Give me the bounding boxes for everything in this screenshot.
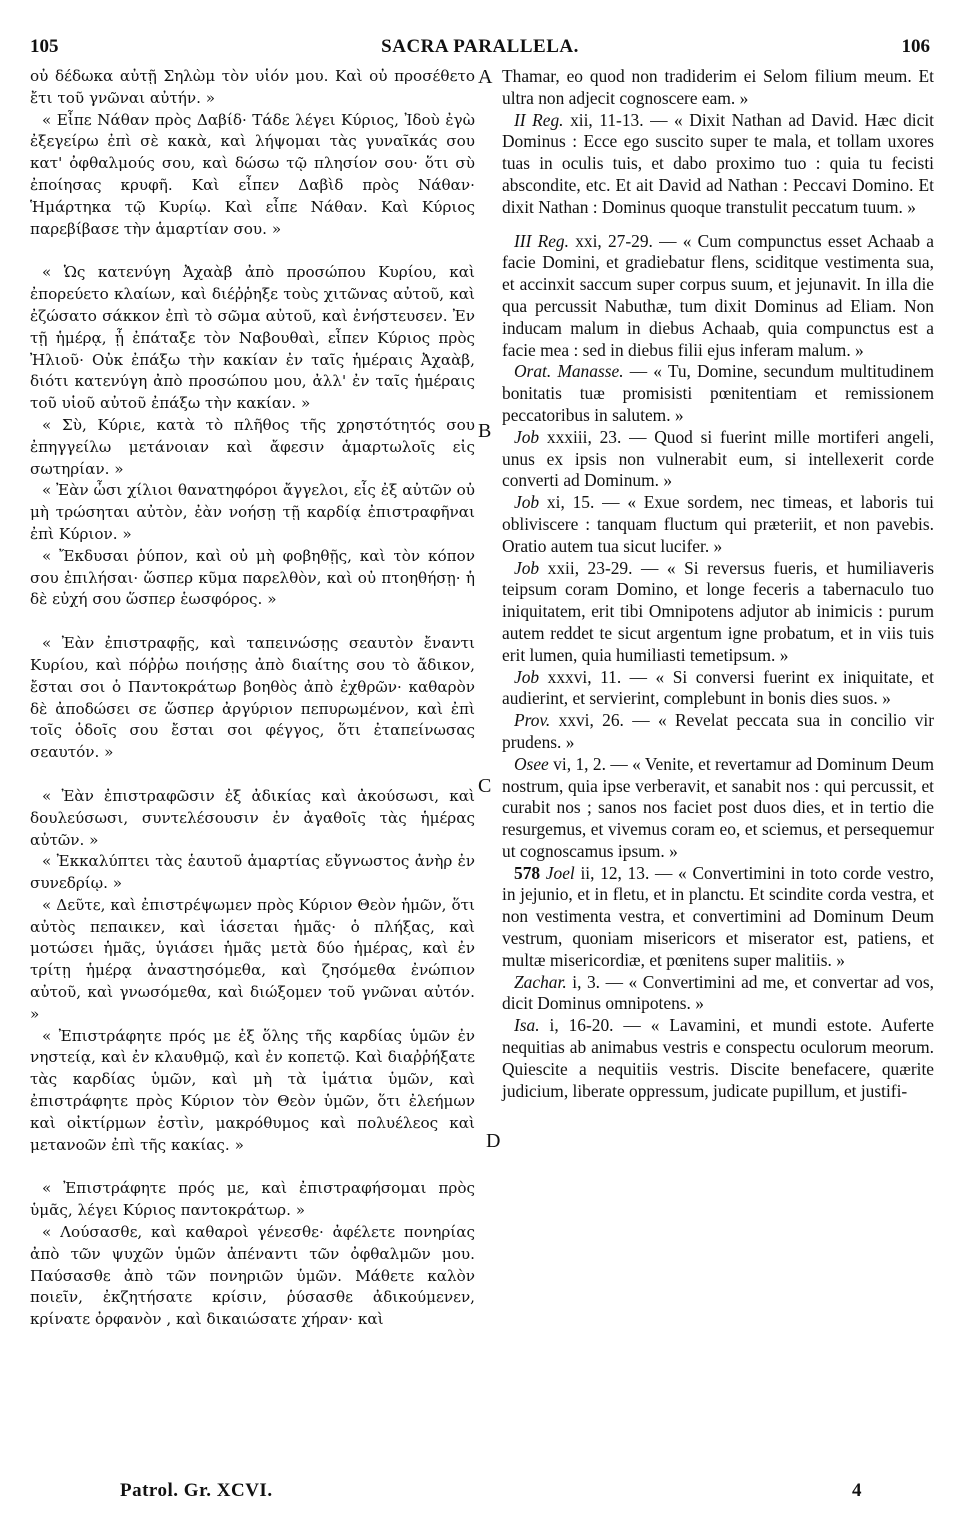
latin-paragraph [502, 427, 934, 492]
latin-paragraph [502, 863, 934, 972]
scripture-reference: Orat. Manasse. [514, 361, 624, 382]
latin-paragraph [502, 492, 934, 557]
latin-paragraph [502, 710, 934, 754]
margin-letter-a: A [478, 66, 493, 88]
latin-text: xi, 15. — « Exue sordem, nec timeas, et laboris tui obliviscere : tanquam fluctum qui præteriit, et non pavebis. Oratio autem tua sicut lucifer. » [502, 492, 934, 556]
latin-text: xxii, 23-29. — « Si reversus fueris, et humiliaveris teipsum coram Domino, et longe feceris a tabernaculo tuo iniquitatem, erit tibi Omnipotens adjutor ab inimicis : purum autem reddet te sicut argentum igne probatum, et in viis tuis erit lumen, quia humiliasti temetipsum. » [502, 557, 934, 665]
scripture-reference: Osee [514, 753, 549, 774]
latin-paragraph [502, 361, 934, 426]
latin-text: ii, 12, 13. — « Convertimini in toto corde vestro, in jejunio, et in fletu, et in planctu. Et scindite corda vestra, et non vestimenta vestra, et convertimini ad Dominum Deum vestrum, quoniam misericors et miserator est, patiens, et multæ misericordiæ, et pœnitens super malitiis. » [502, 862, 934, 970]
greek-paragraph: « Λούσασθε, καὶ καθαροὶ γένεσθε· ἀφέλετε πονηρίας ἀπὸ τῶν ψυχῶν ὑμῶν ἀπέναντι τῶν ὀφθαλμῶν μου. Παύσασθε ἀπὸ τῶν πονηριῶν ὑμῶν. Μάθετε καλὸν ποιεῖν, ἐκζητήσατε κρίσιν, ῥύσασθε ἀδικούμενεν, κρίνατε ὀρφανὸν , καὶ δικαιώσατε χήραν· καὶ [30, 1223, 475, 1329]
greek-column [30, 66, 475, 1331]
latin-paragraph [502, 231, 934, 362]
scripture-reference: Job [514, 426, 540, 447]
page-number-right: 106 [901, 36, 930, 57]
footer-signature: 4 [852, 1480, 862, 1501]
scripture-reference: Prov. [514, 710, 551, 731]
latin-paragraph [502, 972, 934, 1016]
page-title: SACRA PARALLELA. [381, 36, 579, 57]
latin-text: xxxiii, 23. — Quod si fuerint mille mortiferi angeli, unus ex ipsis non vulnerabit eum, si intellexerit corde converti ad Dominum. » [502, 426, 934, 491]
scripture-reference: Joel [545, 862, 575, 883]
greek-paragraph: οὐ δέδωκα αὐτῇ Σηλὼμ τὸν υἱόν μου. Καὶ οὐ προσέθετο ἔτι τοῦ γνῶναι αὐτήν. » [30, 67, 475, 107]
greek-paragraph: « Ἔκδυσαι ῥύπον, καὶ οὐ μὴ φοβηθῇς, καὶ τὸν κόπον σου ἐπιλήσαι· ὥσπερ κῦμα παρελθὸν, καὶ οὐ πτοηθήσῃ· ἡ δὲ εὐχή σου ὥσπερ ἑωσφόρος. » [30, 546, 475, 609]
scripture-reference: III Reg. [514, 230, 569, 251]
latin-column [502, 66, 934, 1102]
greek-paragraph: « Δεῦτε, καὶ ἐπιστρέψωμεν πρὸς Κύριον Θεὸν ἡμῶν, ὅτι αὐτὸς πεπαικεν, καὶ ἰάσεται ἡμᾶς· ὁ πλήξας, καὶ μοτώσει ἡμᾶς, ὑγιάσει ἡμᾶς μετὰ δύο ἡμέρας, καὶ ἐν τρίτῃ ἡμέρᾳ ἀναστησόμεθα, καὶ ζησόμεθα ἐνώπιον αὐτοῦ, καὶ γνωσόμεθα, καὶ διώξομεν τοῦ γνῶναι αὐτόν. » [30, 895, 475, 1023]
greek-paragraph: « Ἐκκαλύπτει τὰς ἑαυτοῦ ἁμαρτίας εὔγνωστος ἀνὴρ ἐν συνεδρίῳ. » [30, 852, 475, 893]
column-number: 578 [514, 862, 541, 883]
latin-paragraph [502, 754, 934, 863]
latin-text: vi, 1, 2. — « Venite, et revertamur ad Dominum Deum nostrum, quia ipse verberavit, et sanabit nos : qui percussit, et curabit nos ; sanos nos faciet post duos dies, et in tertio die resurgemus, et vivemus coram eo, et sciemus, et persequemur ut cognoscamus ipsum. » [502, 753, 934, 861]
margin-letter-d: D [486, 1130, 501, 1152]
scripture-reference: Zachar. [514, 971, 567, 992]
latin-text: Thamar, eo quod non tradiderim ei Selom filium meum. Et ultra non adjecit cognoscere eam. » [502, 66, 934, 108]
latin-text: xxvi, 26. — « Revelat peccata sua in concilio vir prudens. » [502, 710, 934, 752]
scripture-reference: II Reg. [514, 109, 564, 130]
footer-volume: Patrol. Gr. XCVI. [120, 1480, 273, 1501]
greek-paragraph: « Ἐὰν ἐπιστραφῇς, καὶ ταπεινώσῃς σεαυτὸν ἔναντι Κυρίου, καὶ πόῤῥω ποιήσῃς ἀπὸ διαίτης σου τὸ ἄδικον, ἔσται σοι ὁ Παντοκράτωρ βοηθὸς ἀπὸ ἐχθρῶν· καθαρὸν δὲ ἀποδώσει σε ὥσπερ ἀργύριον πεπυρωμένον, καὶ ἐπὶ τοῖς ὁδοῖς σου ἔσται σοι φέγγος, ὅτι ἐταπείνωσας σεαυτόν. » [30, 634, 475, 762]
latin-text: xxxvi, 11. — « Si conversi fuerint ex iniquitate, et audierint, et servierint, complebunt in bonis dies suos. » [502, 666, 934, 709]
latin-paragraph [502, 110, 934, 219]
latin-paragraph [502, 558, 934, 667]
latin-text: xii, 11-13. — « Dixit Nathan ad David. Hæc dicit Dominus : Ecce ego suscito super te mala, et tollam uxores tuas in oculis tuis, et dabo proximo tuo : quia tu fecisti abscondite, etc. Et ait David ad Nathan : Peccavi Domino. Et dixit Nathan : Dominus quoque transtulit peccatum tuum. » [502, 109, 934, 217]
greek-paragraph: « Εἶπε Νάθαν πρὸς Δαβίδ· Τάδε λέγει Κύριος, Ἰδοὺ ἐγὼ ἐξεγείρω ἐπὶ σὲ κακὰ, καὶ λήψομαι τὰς γυναῖκάς σου κατ' ὀφθαλμούς σου, καὶ δώσω τῷ πλησίον σου· ὅτι σὺ ἐποίησας κρυφῆ. Καὶ εἶπεν Δαβὶδ πρὸς Νάθαν· Ἡμάρτηκα τῷ Κυρίῳ. Καὶ εἶπε Νάθαν. Καὶ Κύριος παρεβίβασε τὴν ἁμαρτίαν σου. » [30, 110, 475, 238]
scripture-reference: Job [514, 557, 540, 578]
latin-text: i, 3. — « Convertimini ad me, et convertar ad vos, dicit Dominus omnipotens. » [502, 971, 934, 1014]
scripture-reference: Job [514, 492, 540, 513]
greek-paragraph: « Ἐὰν ὦσι χίλιοι θανατηφόροι ἄγγελοι, εἷς ἐξ αὐτῶν οὐ μὴ τρώσηται αὐτὸν, ἐὰν νοήσῃ τῇ καρδίᾳ ἐπιστραφῆναι ἐπὶ Κύριον. » [30, 481, 475, 543]
greek-paragraph: « Ἐὰν ἐπιστραφῶσιν ἐξ ἀδικίας καὶ ἀκούσωσι, καὶ δουλεύσωσι, συντελέσουσιν ἐν ἀγαθοῖς τὰς ἡμέρας αὐτῶν. » [30, 786, 475, 849]
scripture-reference: Isa. [514, 1015, 540, 1036]
margin-letter-b: B [478, 420, 492, 442]
latin-text: i, 16-20. — « Lavamini, et mundi estote. Auferte nequitias ab animabus vestris e conspectu oculorum meorum. Quiescite a nequitiis vestris. Discite benefacere, quærite judicium, liberate oppressum, judicate pupillum, et justifi- [502, 1015, 934, 1101]
margin-letter-c: C [478, 775, 492, 797]
scripture-reference: Job [514, 666, 540, 687]
latin-text: — « Tu, Domine, secundum multitudinem bonitatis tuæ promisisti pœnitentiam et remissionem peccatoribus in salutem. » [502, 361, 934, 425]
page-number-left: 105 [30, 36, 59, 57]
greek-paragraph: « Σὺ, Κύριε, κατὰ τὸ πλῆθος τῆς χρηστότητός σου ἐπηγγείλω μετάνοιαν καὶ ἄφεσιν ἁμαρτωλοῖς εἰς σωτηρίαν. » [30, 415, 475, 478]
greek-paragraph: « Ἐπιστράφητε πρός με, καὶ ἐπιστραφήσομαι πρὸς ὑμᾶς, λέγει Κύριος παντοκράτωρ. » [30, 1179, 475, 1220]
greek-paragraph: « Ἐπιστράφητε πρός με ἐξ ὅλης τῆς καρδίας ὑμῶν ἐν νηστείᾳ, καὶ ἐν κλαυθμῷ, καὶ ἐν κοπετῷ. Καὶ διαῤῥήξατε τὰς καρδίας ὑμῶν, καὶ μὴ τὰ ἱμάτια ὑμῶν, καὶ ἐπιστράφητε πρὸς Κύριον τὸν Θεὸν ὑμῶν, ὅτι ἐλεήμων καὶ οἰκτίρμων ἐστὶν, μακρόθυμος καὶ πολυέλεος καὶ μετανοῶν ἐπὶ τῆς κακίας. » [30, 1026, 475, 1154]
latin-paragraph [502, 1015, 934, 1102]
latin-paragraph [502, 667, 934, 711]
latin-text: xxi, 27-29. — « Cum compunctus esset Achaab a facie Domini, et gradiebatur flens, sciditque vestimenta sua, et accinxit saccum super corpus suum, et jejunavit. In illa die qua percussit Nabuthæ, tum dixit Dominus ad Eliam. Non inducam malum in diebus Achaab, quia compunctus est a facie mea : sed in diebus filii ejus inferam malum. » [502, 230, 935, 360]
greek-paragraph: « Ὡς κατενύγη Ἀχαὰβ ἀπὸ προσώπου Κυρίου, καὶ ἐπορεύετο κλαίων, καὶ διέῤῥηξε τοὺς χιτῶνας αὐτοῦ, καὶ ἐζώσατο σάκκον ἐπὶ τὸ σῶμα αὐτοῦ, καὶ ἐνήστευσεν. Ἐν τῇ ἡμέρᾳ, ᾗ ἐπάταξε τὸν Ναβουθαὶ, εἶπεν Κύριος πρὸς Ἠλιοῦ· Οὐκ ἐπάξω τὴν κακίαν ἐν ταῖς ἡμέραις Ἀχαὰβ, διότι κατενύγη ἀπὸ προσώπου μου, ἀλλ' ἐν ταῖς ἡμέραις τοῦ υἱοῦ αὐτοῦ ἐπάξω τὴν κακίαν. » [30, 263, 475, 413]
running-header [30, 36, 930, 60]
latin-paragraph [502, 66, 934, 110]
